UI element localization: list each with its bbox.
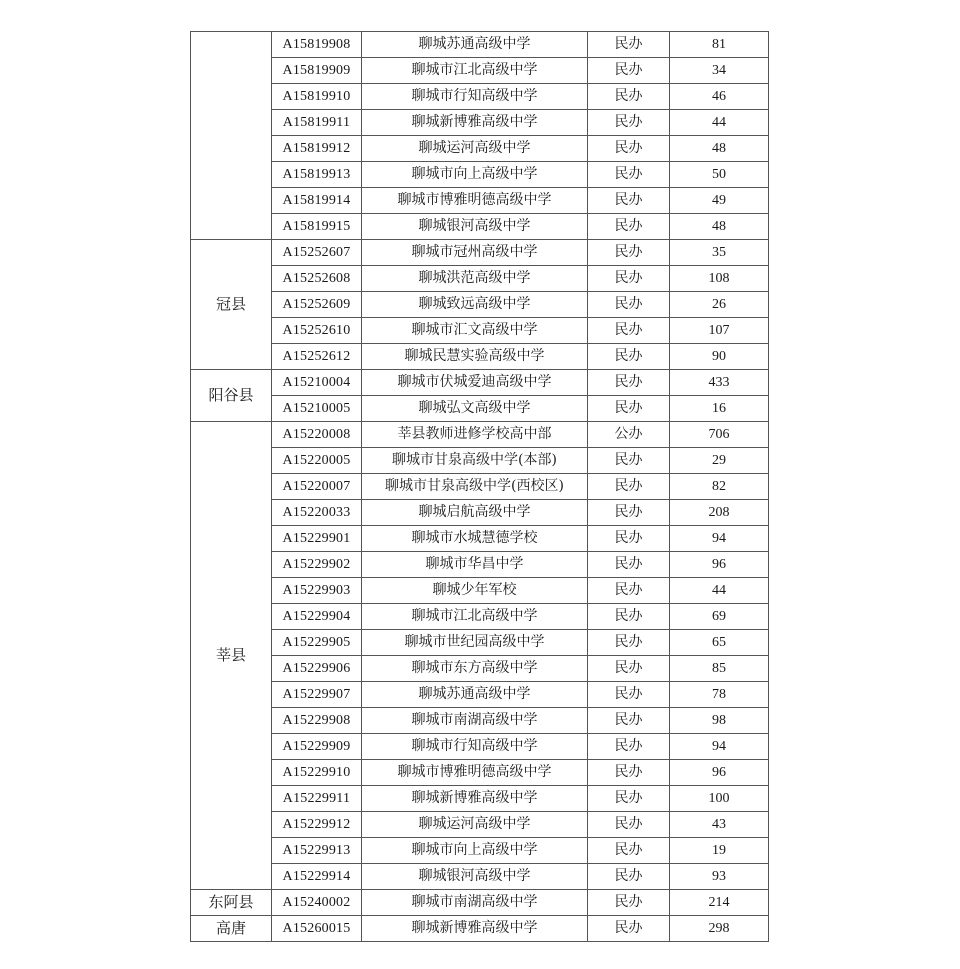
table-row bbox=[191, 474, 769, 500]
enrollment-count-cell: 69 bbox=[670, 604, 769, 630]
school-code-cell: A15220007 bbox=[272, 474, 362, 500]
school-type-cell: 民办 bbox=[588, 214, 670, 240]
table-row bbox=[191, 760, 769, 786]
table-row bbox=[191, 422, 769, 448]
table-row bbox=[191, 656, 769, 682]
school-type-cell: 公办 bbox=[588, 422, 670, 448]
school-type-cell: 民办 bbox=[588, 448, 670, 474]
county-cell: 莘县 bbox=[191, 422, 272, 890]
school-type-cell: 民办 bbox=[588, 318, 670, 344]
school-code-cell: A15229909 bbox=[272, 734, 362, 760]
school-type-cell: 民办 bbox=[588, 604, 670, 630]
school-name-cell: 聊城银河高级中学 bbox=[362, 864, 588, 890]
table-row bbox=[191, 214, 769, 240]
enrollment-count-cell: 433 bbox=[670, 370, 769, 396]
enrollment-count-cell: 706 bbox=[670, 422, 769, 448]
school-name-cell: 聊城市南湖高级中学 bbox=[362, 890, 588, 916]
school-name-cell: 聊城苏通高级中学 bbox=[362, 682, 588, 708]
enrollment-count-cell: 49 bbox=[670, 188, 769, 214]
school-code-cell: A15252607 bbox=[272, 240, 362, 266]
school-name-cell: 聊城市甘泉高级中学(西校区) bbox=[362, 474, 588, 500]
school-code-cell: A15229910 bbox=[272, 760, 362, 786]
school-name-cell: 聊城弘文高级中学 bbox=[362, 396, 588, 422]
school-type-cell: 民办 bbox=[588, 552, 670, 578]
enrollment-count-cell: 48 bbox=[670, 214, 769, 240]
county-cell: 高唐 bbox=[191, 916, 272, 942]
school-code-cell: A15210004 bbox=[272, 370, 362, 396]
school-name-cell: 聊城市伏城爱迪高级中学 bbox=[362, 370, 588, 396]
school-type-cell: 民办 bbox=[588, 812, 670, 838]
school-name-cell: 聊城市汇文高级中学 bbox=[362, 318, 588, 344]
enrollment-count-cell: 48 bbox=[670, 136, 769, 162]
school-type-cell: 民办 bbox=[588, 266, 670, 292]
school-name-cell: 聊城致远高级中学 bbox=[362, 292, 588, 318]
enrollment-count-cell: 65 bbox=[670, 630, 769, 656]
school-code-cell: A15220005 bbox=[272, 448, 362, 474]
table-row bbox=[191, 786, 769, 812]
table-row bbox=[191, 110, 769, 136]
school-code-cell: A15229913 bbox=[272, 838, 362, 864]
school-type-cell: 民办 bbox=[588, 916, 670, 942]
school-name-cell: 聊城市江北高级中学 bbox=[362, 58, 588, 84]
enrollment-count-cell: 29 bbox=[670, 448, 769, 474]
school-name-cell: 聊城少年军校 bbox=[362, 578, 588, 604]
school-name-cell: 聊城市冠州高级中学 bbox=[362, 240, 588, 266]
school-name-cell: 聊城市世纪园高级中学 bbox=[362, 630, 588, 656]
enrollment-count-cell: 35 bbox=[670, 240, 769, 266]
school-name-cell: 聊城苏通高级中学 bbox=[362, 32, 588, 58]
school-type-cell: 民办 bbox=[588, 734, 670, 760]
enrollment-count-cell: 90 bbox=[670, 344, 769, 370]
table-row bbox=[191, 188, 769, 214]
school-type-cell: 民办 bbox=[588, 58, 670, 84]
school-enrollment-table-wrapper bbox=[190, 31, 769, 942]
table-row bbox=[191, 32, 769, 58]
school-type-cell: 民办 bbox=[588, 500, 670, 526]
school-type-cell: 民办 bbox=[588, 578, 670, 604]
table-row bbox=[191, 708, 769, 734]
enrollment-count-cell: 78 bbox=[670, 682, 769, 708]
school-type-cell: 民办 bbox=[588, 344, 670, 370]
school-code-cell: A15819911 bbox=[272, 110, 362, 136]
school-name-cell: 莘县教师进修学校高中部 bbox=[362, 422, 588, 448]
table-row bbox=[191, 318, 769, 344]
school-code-cell: A15252608 bbox=[272, 266, 362, 292]
school-code-cell: A15220008 bbox=[272, 422, 362, 448]
table-body bbox=[191, 32, 769, 942]
school-name-cell: 聊城市行知高级中学 bbox=[362, 734, 588, 760]
school-name-cell: 聊城洪范高级中学 bbox=[362, 266, 588, 292]
table-row bbox=[191, 812, 769, 838]
school-type-cell: 民办 bbox=[588, 32, 670, 58]
school-code-cell: A15229905 bbox=[272, 630, 362, 656]
enrollment-count-cell: 98 bbox=[670, 708, 769, 734]
school-name-cell: 聊城市行知高级中学 bbox=[362, 84, 588, 110]
school-name-cell: 聊城新博雅高级中学 bbox=[362, 786, 588, 812]
school-type-cell: 民办 bbox=[588, 84, 670, 110]
county-cell: 东阿县 bbox=[191, 890, 272, 916]
school-code-cell: A15252610 bbox=[272, 318, 362, 344]
table-row bbox=[191, 734, 769, 760]
school-enrollment-table bbox=[190, 31, 769, 942]
school-type-cell: 民办 bbox=[588, 630, 670, 656]
enrollment-count-cell: 96 bbox=[670, 552, 769, 578]
school-type-cell: 民办 bbox=[588, 760, 670, 786]
enrollment-count-cell: 26 bbox=[670, 292, 769, 318]
school-code-cell: A15229908 bbox=[272, 708, 362, 734]
enrollment-count-cell: 46 bbox=[670, 84, 769, 110]
enrollment-count-cell: 43 bbox=[670, 812, 769, 838]
enrollment-count-cell: 44 bbox=[670, 578, 769, 604]
school-code-cell: A15240002 bbox=[272, 890, 362, 916]
school-type-cell: 民办 bbox=[588, 526, 670, 552]
school-name-cell: 聊城市华昌中学 bbox=[362, 552, 588, 578]
school-type-cell: 民办 bbox=[588, 110, 670, 136]
table-row bbox=[191, 448, 769, 474]
table-row bbox=[191, 240, 769, 266]
school-code-cell: A15229902 bbox=[272, 552, 362, 578]
enrollment-count-cell: 85 bbox=[670, 656, 769, 682]
county-cell: 冠县 bbox=[191, 240, 272, 370]
table-row bbox=[191, 864, 769, 890]
table-row bbox=[191, 630, 769, 656]
school-code-cell: A15819914 bbox=[272, 188, 362, 214]
school-name-cell: 聊城市水城慧德学校 bbox=[362, 526, 588, 552]
table-row bbox=[191, 162, 769, 188]
enrollment-count-cell: 208 bbox=[670, 500, 769, 526]
school-name-cell: 聊城运河高级中学 bbox=[362, 136, 588, 162]
school-name-cell: 聊城市南湖高级中学 bbox=[362, 708, 588, 734]
enrollment-count-cell: 44 bbox=[670, 110, 769, 136]
school-code-cell: A15819910 bbox=[272, 84, 362, 110]
enrollment-count-cell: 94 bbox=[670, 526, 769, 552]
school-name-cell: 聊城市向上高级中学 bbox=[362, 838, 588, 864]
school-code-cell: A15819913 bbox=[272, 162, 362, 188]
school-code-cell: A15229914 bbox=[272, 864, 362, 890]
school-code-cell: A15229911 bbox=[272, 786, 362, 812]
table-row bbox=[191, 838, 769, 864]
table-row bbox=[191, 84, 769, 110]
enrollment-count-cell: 107 bbox=[670, 318, 769, 344]
table-row bbox=[191, 604, 769, 630]
school-type-cell: 民办 bbox=[588, 890, 670, 916]
school-name-cell: 聊城民慧实验高级中学 bbox=[362, 344, 588, 370]
table-row bbox=[191, 396, 769, 422]
school-code-cell: A15229907 bbox=[272, 682, 362, 708]
school-type-cell: 民办 bbox=[588, 370, 670, 396]
school-code-cell: A15229901 bbox=[272, 526, 362, 552]
school-type-cell: 民办 bbox=[588, 682, 670, 708]
table-row bbox=[191, 500, 769, 526]
school-type-cell: 民办 bbox=[588, 656, 670, 682]
school-name-cell: 聊城启航高级中学 bbox=[362, 500, 588, 526]
school-name-cell: 聊城市向上高级中学 bbox=[362, 162, 588, 188]
school-type-cell: 民办 bbox=[588, 396, 670, 422]
table-row bbox=[191, 578, 769, 604]
school-name-cell: 聊城市博雅明德高级中学 bbox=[362, 188, 588, 214]
table-row bbox=[191, 292, 769, 318]
school-code-cell: A15252609 bbox=[272, 292, 362, 318]
school-name-cell: 聊城市博雅明德高级中学 bbox=[362, 760, 588, 786]
school-code-cell: A15819912 bbox=[272, 136, 362, 162]
county-cell: 阳谷县 bbox=[191, 370, 272, 422]
enrollment-count-cell: 16 bbox=[670, 396, 769, 422]
school-type-cell: 民办 bbox=[588, 786, 670, 812]
school-code-cell: A15220033 bbox=[272, 500, 362, 526]
school-name-cell: 聊城市东方高级中学 bbox=[362, 656, 588, 682]
school-name-cell: 聊城市甘泉高级中学(本部) bbox=[362, 448, 588, 474]
table-row bbox=[191, 58, 769, 84]
school-name-cell: 聊城新博雅高级中学 bbox=[362, 110, 588, 136]
school-code-cell: A15229904 bbox=[272, 604, 362, 630]
table-row bbox=[191, 552, 769, 578]
enrollment-count-cell: 19 bbox=[670, 838, 769, 864]
school-code-cell: A15210005 bbox=[272, 396, 362, 422]
school-code-cell: A15819909 bbox=[272, 58, 362, 84]
enrollment-count-cell: 93 bbox=[670, 864, 769, 890]
school-code-cell: A15819915 bbox=[272, 214, 362, 240]
school-type-cell: 民办 bbox=[588, 136, 670, 162]
school-code-cell: A15819908 bbox=[272, 32, 362, 58]
school-type-cell: 民办 bbox=[588, 864, 670, 890]
enrollment-count-cell: 34 bbox=[670, 58, 769, 84]
school-type-cell: 民办 bbox=[588, 188, 670, 214]
school-type-cell: 民办 bbox=[588, 292, 670, 318]
county-cell bbox=[191, 32, 272, 240]
table-row bbox=[191, 682, 769, 708]
enrollment-count-cell: 94 bbox=[670, 734, 769, 760]
school-code-cell: A15229912 bbox=[272, 812, 362, 838]
enrollment-count-cell: 82 bbox=[670, 474, 769, 500]
table-row bbox=[191, 890, 769, 916]
table-row bbox=[191, 916, 769, 942]
table-row bbox=[191, 266, 769, 292]
school-type-cell: 民办 bbox=[588, 838, 670, 864]
school-name-cell: 聊城银河高级中学 bbox=[362, 214, 588, 240]
enrollment-count-cell: 96 bbox=[670, 760, 769, 786]
enrollment-count-cell: 108 bbox=[670, 266, 769, 292]
table-row bbox=[191, 370, 769, 396]
school-code-cell: A15252612 bbox=[272, 344, 362, 370]
table-row bbox=[191, 136, 769, 162]
school-code-cell: A15229906 bbox=[272, 656, 362, 682]
school-type-cell: 民办 bbox=[588, 162, 670, 188]
table-row bbox=[191, 344, 769, 370]
enrollment-count-cell: 298 bbox=[670, 916, 769, 942]
enrollment-count-cell: 50 bbox=[670, 162, 769, 188]
school-type-cell: 民办 bbox=[588, 708, 670, 734]
school-code-cell: A15260015 bbox=[272, 916, 362, 942]
school-name-cell: 聊城运河高级中学 bbox=[362, 812, 588, 838]
school-type-cell: 民办 bbox=[588, 474, 670, 500]
school-name-cell: 聊城新博雅高级中学 bbox=[362, 916, 588, 942]
enrollment-count-cell: 81 bbox=[670, 32, 769, 58]
enrollment-count-cell: 214 bbox=[670, 890, 769, 916]
enrollment-count-cell: 100 bbox=[670, 786, 769, 812]
school-type-cell: 民办 bbox=[588, 240, 670, 266]
school-code-cell: A15229903 bbox=[272, 578, 362, 604]
school-name-cell: 聊城市江北高级中学 bbox=[362, 604, 588, 630]
table-row bbox=[191, 526, 769, 552]
